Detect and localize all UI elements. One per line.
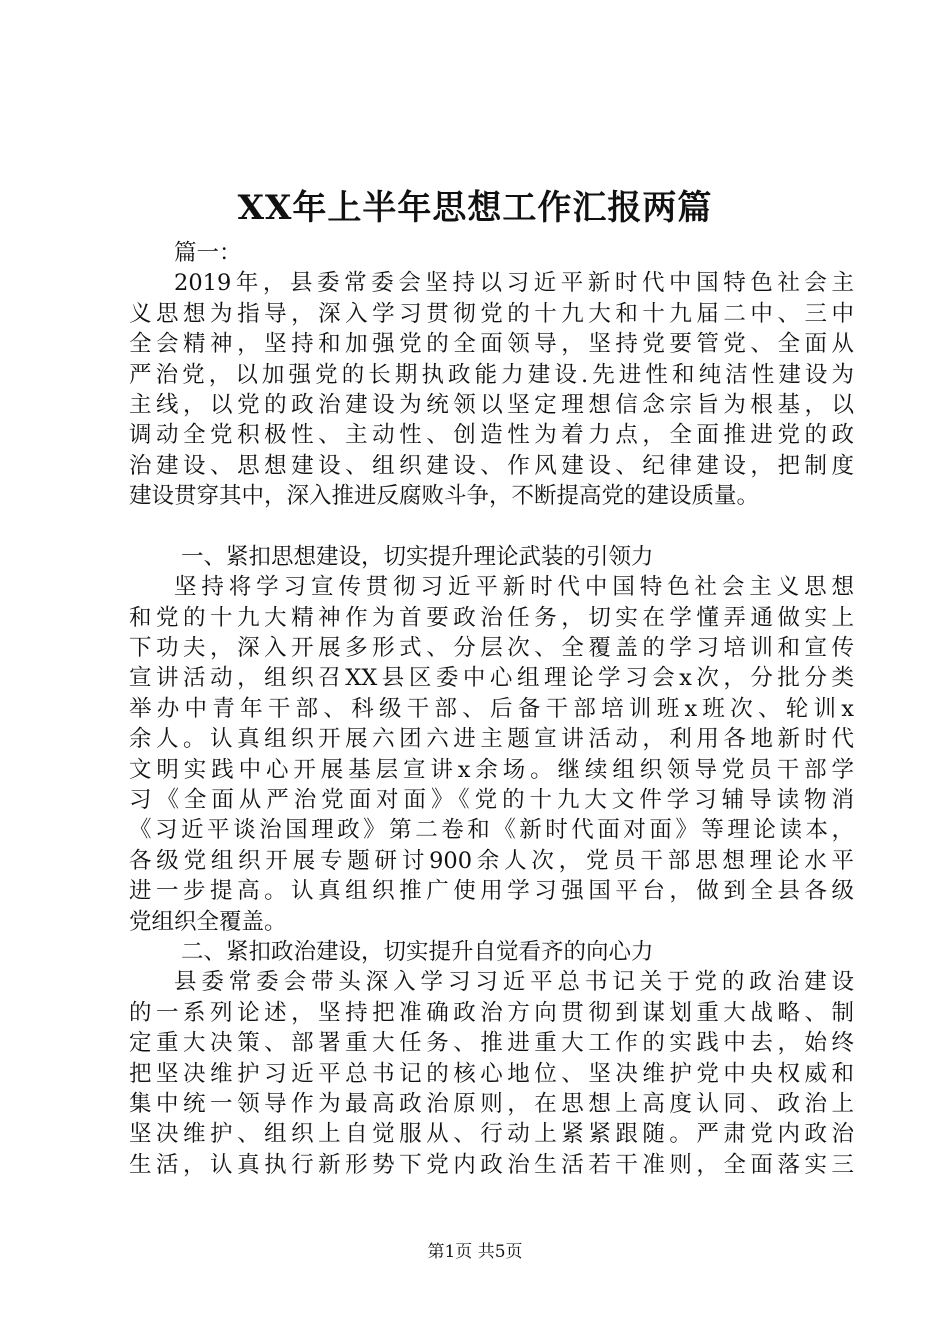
text-line: 治建设、思想建设、组织建设、作风建设、纪律建设，把制度 [129, 452, 854, 479]
text-line: 建设贯穿其中，深入推进反腐败斗争，不断提高党的建设质量。 [129, 483, 760, 510]
document-body [129, 238, 854, 1180]
text-line: 坚持将学习宣传贯彻习近平新时代中国特色社会主义思想 [174, 574, 854, 601]
text-line: 篇一： [174, 240, 242, 266]
text-line: 举办中青年干部、科级干部、后备干部培训班x班次、轮训x [129, 695, 854, 722]
text-line: 文明实践中心开展基层宣讲x余场。继续组织领导党员干部学 [129, 756, 854, 783]
text-line: 定重大决策、部署重大任务、推进重大工作的实践中去，始终 [129, 1030, 854, 1057]
text-line: 把坚决维护习近平总书记的核心地位、坚决维护党中央权威和 [129, 1060, 854, 1087]
text-line: 生活，认真执行新形势下党内政治生活若干准则，全面落实三 [129, 1151, 854, 1178]
text-line: 和党的十九大精神作为首要政治任务，切实在学懂弄通做实上 [129, 604, 854, 631]
text-line: 2019年，县委常委会坚持以习近平新时代中国特色社会主 [174, 270, 854, 297]
text-line: 宣讲活动，组织召XX县区委中心组理论学习会x次，分批分类 [129, 665, 854, 692]
text-line: 各级党组织开展专题研讨900余人次，党员干部思想理论水平 [129, 847, 854, 874]
text-line: 下功夫，深入开展多形式、分层次、全覆盖的学习培训和宣传 [129, 635, 854, 662]
text-line: 《习近平谈治国理政》第二卷和《新时代面对面》等理论读本， [129, 817, 854, 844]
text-line: 主线，以党的政治建设为统领以坚定理想信念宗旨为根基，以 [129, 391, 854, 418]
document-title: XX年上半年思想工作汇报两篇 [237, 188, 713, 228]
text-line: 进一步提高。认真组织推广使用学习强国平台，做到全县各级 [129, 878, 854, 905]
section-heading: 一、紧扣思想建设，切实提升理论武装的引领力 [181, 543, 654, 570]
text-line: 义思想为指导，深入学习贯彻党的十九大和十九届二中、三中 [129, 300, 854, 327]
text-line: 严治党，以加强党的长期执政能力建设.先进性和纯洁性建设为 [129, 361, 854, 388]
text-line: 坚决维护、组织上自觉服从、行动上紧紧跟随。严肃党内政治 [129, 1121, 854, 1148]
text-line: 的一系列论述，坚持把准确政治方向贯彻到谋划重大战略、制 [129, 999, 854, 1026]
text-line: 习《全面从严治党面对面》《党的十九大文件学习辅导读物消 [129, 787, 854, 814]
text-line: 余人。认真组织开展六团六进主题宣讲活动，利用各地新时代 [129, 726, 854, 753]
text-line: 集中统一领导作为最高政治原则，在思想上高度认同、政治上 [129, 1090, 854, 1117]
page-footer: 第1页 共5页 [427, 1242, 523, 1262]
text-line: 调动全党积极性、主动性、创造性为着力点，全面推进党的政 [129, 422, 854, 449]
text-line: 全会精神，坚持和加强党的全面领导，坚持党要管党、全面从 [129, 331, 854, 358]
text-line: 县委常委会带头深入学习习近平总书记关于党的政治建设 [174, 969, 854, 996]
section-heading: 二、紧扣政治建设，切实提升自觉看齐的向心力 [181, 938, 654, 965]
text-line: 党组织全覆盖。 [129, 908, 287, 935]
paragraph-gap [129, 512, 854, 542]
